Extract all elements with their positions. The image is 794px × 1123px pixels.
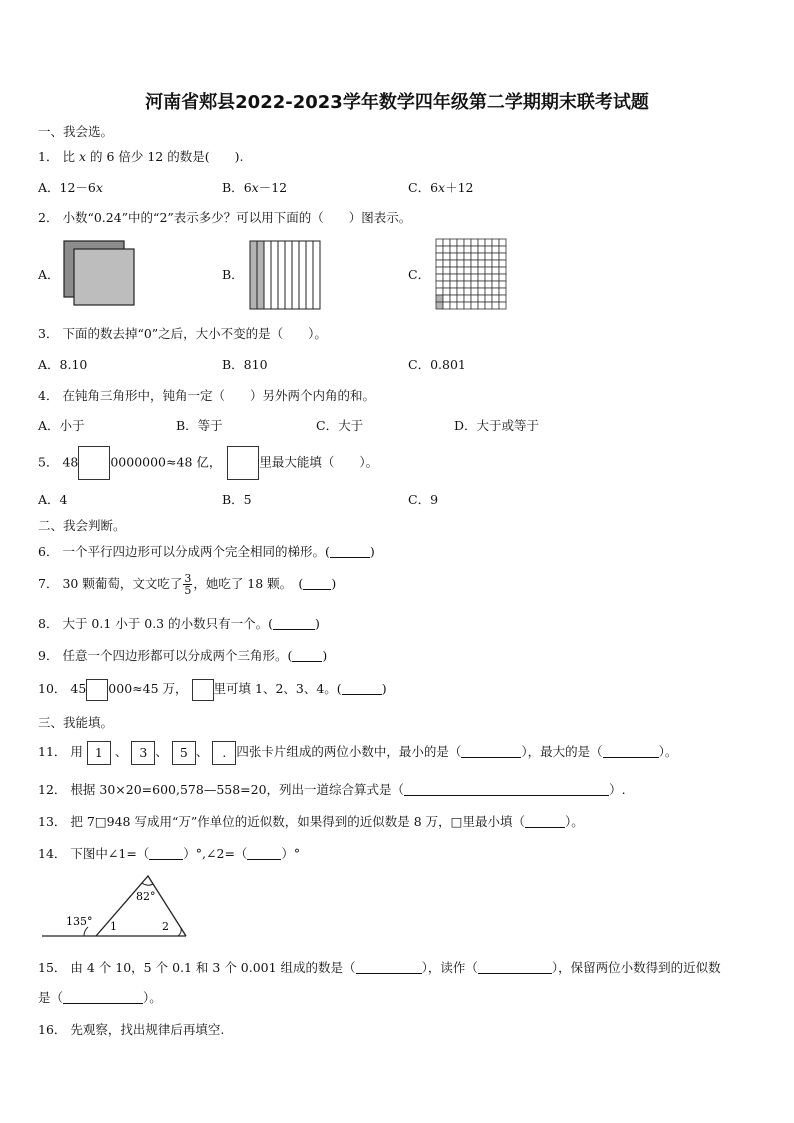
section-heading-1: 一、我会选。 xyxy=(38,124,114,139)
grid-cell xyxy=(478,246,485,253)
angle-1-label: 1 xyxy=(110,920,117,933)
grid-cell xyxy=(464,274,471,281)
q1-option-c[interactable] xyxy=(408,178,474,196)
option-text: 6 xyxy=(430,180,439,195)
strip xyxy=(271,241,278,309)
answer-blank[interactable] xyxy=(149,847,183,860)
question-text: 先观察，找出规律后再填空. xyxy=(70,1022,225,1037)
question-text: ) xyxy=(381,681,387,696)
grid-cell xyxy=(485,239,492,246)
question-text: 由 4 个 10，5 个 0.1 和 3 个 0.001 组成的数是（ xyxy=(70,960,356,975)
question-text: 000≈45 万， xyxy=(108,681,188,696)
grid-cell xyxy=(471,281,478,288)
question-5 xyxy=(38,446,378,480)
question-number: 15． xyxy=(38,960,67,975)
grid-cell xyxy=(471,295,478,302)
question-number: 5． xyxy=(38,454,59,470)
grid-cell xyxy=(436,274,443,281)
question-text: 小数“0.24”中的“2”表示多少？可以用下面的（ ）图表示。 xyxy=(62,210,412,225)
answer-blank[interactable] xyxy=(525,815,565,828)
grid-cell xyxy=(436,246,443,253)
strip xyxy=(285,241,292,309)
question-number: 7． xyxy=(38,576,59,591)
grid-cell xyxy=(499,302,506,309)
question-text: ）。 xyxy=(658,744,678,759)
question-text: 比 xyxy=(62,149,75,164)
question-text: ），保留两位小数得到的近似数 xyxy=(551,960,721,975)
grid-cell xyxy=(457,302,464,309)
exterior-angle-label: 135° xyxy=(66,915,93,928)
question-text: 里最大能填（ ）。 xyxy=(259,454,379,470)
grid-cell xyxy=(485,302,492,309)
question-number: 12． xyxy=(38,782,67,797)
fraction xyxy=(183,573,192,596)
question-1 xyxy=(38,147,243,165)
top-angle-label: 82° xyxy=(136,890,156,903)
question-text: 的 6 倍少 12 的数是( ). xyxy=(89,149,244,164)
question-text: 0000000≈48 亿， xyxy=(110,454,222,470)
question-text: 是（ xyxy=(38,990,64,1005)
option-text: －12 xyxy=(258,180,288,195)
shaded-strip xyxy=(250,241,257,309)
fraction-denominator: 5 xyxy=(184,584,192,597)
grid-cell xyxy=(436,281,443,288)
question-text: 把 7□948 写成用“万”作单位的近似数，如果得到的近似数是 8 万，□里最小填（ xyxy=(70,814,525,829)
grid-cell xyxy=(450,281,457,288)
question-number: 1． xyxy=(38,149,59,164)
section-heading-3: 三、我能填。 xyxy=(38,715,114,730)
strip xyxy=(306,241,313,309)
shaded-cell xyxy=(436,295,443,302)
grid-cell xyxy=(471,253,478,260)
question-text: ) xyxy=(322,648,328,663)
grid-cell xyxy=(464,246,471,253)
option-text: ＋12 xyxy=(445,180,474,195)
answer-blank[interactable] xyxy=(478,961,552,974)
question-number: 4． xyxy=(38,388,59,403)
grid-cell xyxy=(492,302,499,309)
grid-cell xyxy=(443,288,450,295)
section-heading-2: 二、我会判断。 xyxy=(38,518,126,533)
answer-blank[interactable] xyxy=(63,991,143,1004)
grid-cell xyxy=(450,295,457,302)
grid-cell xyxy=(436,260,443,267)
page-title: 河南省郏县2022-2023学年数学四年级第二学期期末联考试题 xyxy=(145,92,649,113)
grid-cell xyxy=(492,253,499,260)
grid-cell xyxy=(464,302,471,309)
grid-cell xyxy=(478,267,485,274)
grid-cell xyxy=(478,302,485,309)
question-text: ），读作（ xyxy=(421,960,478,975)
grid-cell xyxy=(443,302,450,309)
question-7 xyxy=(38,572,336,596)
grid-cell xyxy=(471,267,478,274)
question-text: ）。 xyxy=(564,814,584,829)
option-label: A． xyxy=(38,180,60,195)
question-15 xyxy=(38,958,721,976)
variable-x: x xyxy=(251,180,259,195)
grid-cell xyxy=(471,239,478,246)
grid-cell xyxy=(443,274,450,281)
question-text: ）。 xyxy=(143,990,162,1005)
answer-blank[interactable] xyxy=(356,961,422,974)
angle-arc xyxy=(84,927,88,936)
grid-cell xyxy=(457,288,464,295)
answer-blank[interactable] xyxy=(247,847,281,860)
question-text: ) xyxy=(331,576,337,591)
digit-box[interactable] xyxy=(227,446,259,480)
grid-cell xyxy=(464,267,471,274)
digit-box[interactable] xyxy=(86,679,108,701)
grid-cell xyxy=(492,246,499,253)
question-number: 9． xyxy=(38,648,59,663)
q1-option-a[interactable] xyxy=(38,178,103,196)
question-2 xyxy=(38,208,411,226)
grid-cell xyxy=(499,260,506,267)
grid-cell xyxy=(499,281,506,288)
grid-cell xyxy=(436,288,443,295)
triangle-angle-figure xyxy=(40,870,190,940)
number-card: 3 xyxy=(131,741,155,765)
question-text: ）° xyxy=(281,846,301,861)
angle-2-label: 2 xyxy=(162,920,169,933)
q3-option-c[interactable]: C．0.801 xyxy=(408,357,466,372)
q4-option-a[interactable]: A．小于 xyxy=(38,418,85,433)
question-text: ）°,∠2=（ xyxy=(183,846,248,861)
grid-cell xyxy=(492,274,499,281)
variable-x: x xyxy=(438,180,446,195)
grid-cell xyxy=(485,260,492,267)
grid-cell xyxy=(457,239,464,246)
grid-cell xyxy=(499,274,506,281)
q2-option-b-label[interactable]: B． xyxy=(222,267,244,282)
grid-cell xyxy=(464,295,471,302)
q3-option-a[interactable]: A．8.10 xyxy=(38,357,88,372)
answer-blank[interactable] xyxy=(342,682,382,695)
grid-cell xyxy=(443,281,450,288)
strip xyxy=(278,241,285,309)
grid-cell xyxy=(450,267,457,274)
question-number: 6． xyxy=(38,544,59,559)
grid-cell xyxy=(499,267,506,274)
question-text: ）. xyxy=(609,782,626,797)
grid-cell xyxy=(443,260,450,267)
grid-cell xyxy=(450,246,457,253)
question-text: 一个平行四边形可以分成两个完全相同的梯形。( xyxy=(62,544,330,559)
grid-cell xyxy=(471,274,478,281)
grid-cell xyxy=(443,246,450,253)
question-text: 45 xyxy=(70,681,87,696)
question-text: 用 xyxy=(70,744,83,759)
grid-cell xyxy=(478,239,485,246)
option-label: C． xyxy=(408,180,431,195)
q5-option-c[interactable]: C．9 xyxy=(408,492,439,507)
angle-arc xyxy=(178,928,181,936)
digit-box[interactable] xyxy=(192,679,214,701)
number-card: 5 xyxy=(172,741,196,765)
q2-option-a-label[interactable]: A． xyxy=(38,267,60,282)
grid-cell xyxy=(450,253,457,260)
question-16 xyxy=(38,1020,224,1038)
shaded-strip xyxy=(257,241,264,309)
grid-cell xyxy=(471,288,478,295)
grid-cell xyxy=(485,253,492,260)
q5-option-a[interactable]: A．4 xyxy=(38,492,68,507)
strip xyxy=(292,241,299,309)
grid-cell xyxy=(457,281,464,288)
question-text: 下图中∠1=（ xyxy=(70,846,150,861)
grid-cell xyxy=(450,239,457,246)
grid-cell xyxy=(436,267,443,274)
question-text: 大于 0.1 小于 0.3 的小数只有一个。( xyxy=(62,616,273,631)
question-text: 下面的数去掉“0”之后，大小不变的是（ ）。 xyxy=(62,326,327,341)
grid-cell xyxy=(485,246,492,253)
strip xyxy=(299,241,306,309)
digit-box[interactable] xyxy=(78,446,110,480)
grid-cell xyxy=(436,239,443,246)
grid-cell xyxy=(478,295,485,302)
question-number: 11． xyxy=(38,744,67,759)
grid-cell xyxy=(464,260,471,267)
grid-cell xyxy=(450,302,457,309)
question-text: 四张卡片组成的两位小数中，最小的是（ xyxy=(236,744,462,759)
question-text: 根据 30×20=600,578—558=20，列出一道综合算式是（ xyxy=(70,782,405,797)
grid-cell xyxy=(457,267,464,274)
grid-cell xyxy=(457,253,464,260)
q4-option-c[interactable]: C．大于 xyxy=(316,418,364,433)
question-15-cont xyxy=(38,988,162,1006)
question-number: 14． xyxy=(38,846,67,861)
grid-cell xyxy=(478,274,485,281)
question-number: 16． xyxy=(38,1022,67,1037)
answer-blank[interactable] xyxy=(330,545,370,558)
answer-blank[interactable] xyxy=(603,745,659,758)
grid-cell xyxy=(492,239,499,246)
grid-cell xyxy=(443,267,450,274)
q2-figure-b xyxy=(248,239,324,311)
grid-cell xyxy=(450,288,457,295)
question-8 xyxy=(38,614,320,632)
question-4 xyxy=(38,386,375,404)
grid-cell xyxy=(499,295,506,302)
grid-cell xyxy=(464,253,471,260)
grid-cell xyxy=(457,295,464,302)
question-text: 在钝角三角形中，钝角一定（ ）另外两个内角的和。 xyxy=(62,388,375,403)
grid-cell xyxy=(443,295,450,302)
grid-cell xyxy=(478,253,485,260)
grid-cell xyxy=(464,239,471,246)
q2-option-c-label[interactable]: C． xyxy=(408,267,431,282)
grid-cell xyxy=(464,281,471,288)
grid-cell xyxy=(485,288,492,295)
q4-option-b[interactable]: B．等于 xyxy=(176,418,223,433)
question-text: 任意一个四边形都可以分成两个三角形。( xyxy=(62,648,293,663)
answer-blank[interactable] xyxy=(292,649,322,662)
question-text: 里可填 1、2、3、4。( xyxy=(213,681,342,696)
question-number: 3． xyxy=(38,326,59,341)
answer-blank[interactable] xyxy=(404,783,609,796)
question-10 xyxy=(38,678,387,701)
question-6 xyxy=(38,542,375,560)
question-3 xyxy=(38,324,327,342)
separator: 、 xyxy=(114,744,128,759)
answer-blank[interactable] xyxy=(303,577,331,590)
grid-cell xyxy=(457,274,464,281)
question-number: 2． xyxy=(38,210,59,225)
q5-option-b[interactable]: B．5 xyxy=(222,492,252,507)
number-card: 1 xyxy=(87,741,111,765)
grid-cell xyxy=(443,239,450,246)
grid-cell xyxy=(457,260,464,267)
question-number: 13． xyxy=(38,814,67,829)
question-13 xyxy=(38,812,584,830)
shaded-cell xyxy=(436,302,443,309)
strip xyxy=(313,241,320,309)
strip xyxy=(264,241,271,309)
q4-option-d[interactable]: D．大于或等于 xyxy=(454,418,540,433)
grid-cell xyxy=(478,281,485,288)
question-number: 10． xyxy=(38,681,67,696)
grid-cell xyxy=(464,288,471,295)
grid-cell xyxy=(485,274,492,281)
variable-x: x xyxy=(95,180,103,195)
grid-cell xyxy=(485,281,492,288)
answer-blank[interactable] xyxy=(461,745,521,758)
question-text: 48 xyxy=(62,454,79,470)
grid-cell xyxy=(450,260,457,267)
grid-cell xyxy=(457,246,464,253)
grid-cell xyxy=(499,253,506,260)
grid-cell xyxy=(499,239,506,246)
grid-cell xyxy=(492,267,499,274)
question-14 xyxy=(38,844,300,862)
option-text: 6 xyxy=(243,180,252,195)
grid-cell xyxy=(478,260,485,267)
question-text: ) xyxy=(369,544,375,559)
question-text: 30 颗葡萄，文文吃了 xyxy=(62,576,183,591)
grid-cell xyxy=(492,295,499,302)
grid-cell xyxy=(471,302,478,309)
separator: 、 xyxy=(195,744,209,759)
separator: 、 xyxy=(155,744,168,759)
q2-figure-a xyxy=(62,239,138,309)
angle-arc xyxy=(142,883,153,885)
grid-cell xyxy=(485,295,492,302)
grid-cell xyxy=(485,267,492,274)
option-text: 12－6 xyxy=(59,180,96,195)
fraction-numerator: 3 xyxy=(184,572,192,585)
grid-cell xyxy=(499,246,506,253)
question-text: ) xyxy=(314,616,320,631)
variable-x: x xyxy=(78,149,86,164)
question-11 xyxy=(38,740,677,765)
grid-cell xyxy=(471,260,478,267)
grid-cell xyxy=(443,253,450,260)
question-number: 8． xyxy=(38,616,59,631)
grid-cell xyxy=(471,246,478,253)
question-text: ，她吃了 18 颗。 ( xyxy=(193,576,304,591)
grid-cell xyxy=(492,281,499,288)
q1-option-b[interactable] xyxy=(222,178,287,196)
grid-cell xyxy=(478,288,485,295)
decimal-point-card: . xyxy=(212,741,236,765)
question-12 xyxy=(38,780,626,798)
grid-cell xyxy=(450,274,457,281)
grid-cell xyxy=(499,288,506,295)
q2-figure-c xyxy=(434,237,510,311)
grid-cell xyxy=(492,288,499,295)
question-9 xyxy=(38,646,327,664)
answer-blank[interactable] xyxy=(273,617,315,630)
grid-cell xyxy=(436,253,443,260)
q3-option-b[interactable]: B．810 xyxy=(222,357,268,372)
question-text: ），最大的是（ xyxy=(521,744,603,759)
option-label: B． xyxy=(222,180,244,195)
grid-cell xyxy=(492,260,499,267)
